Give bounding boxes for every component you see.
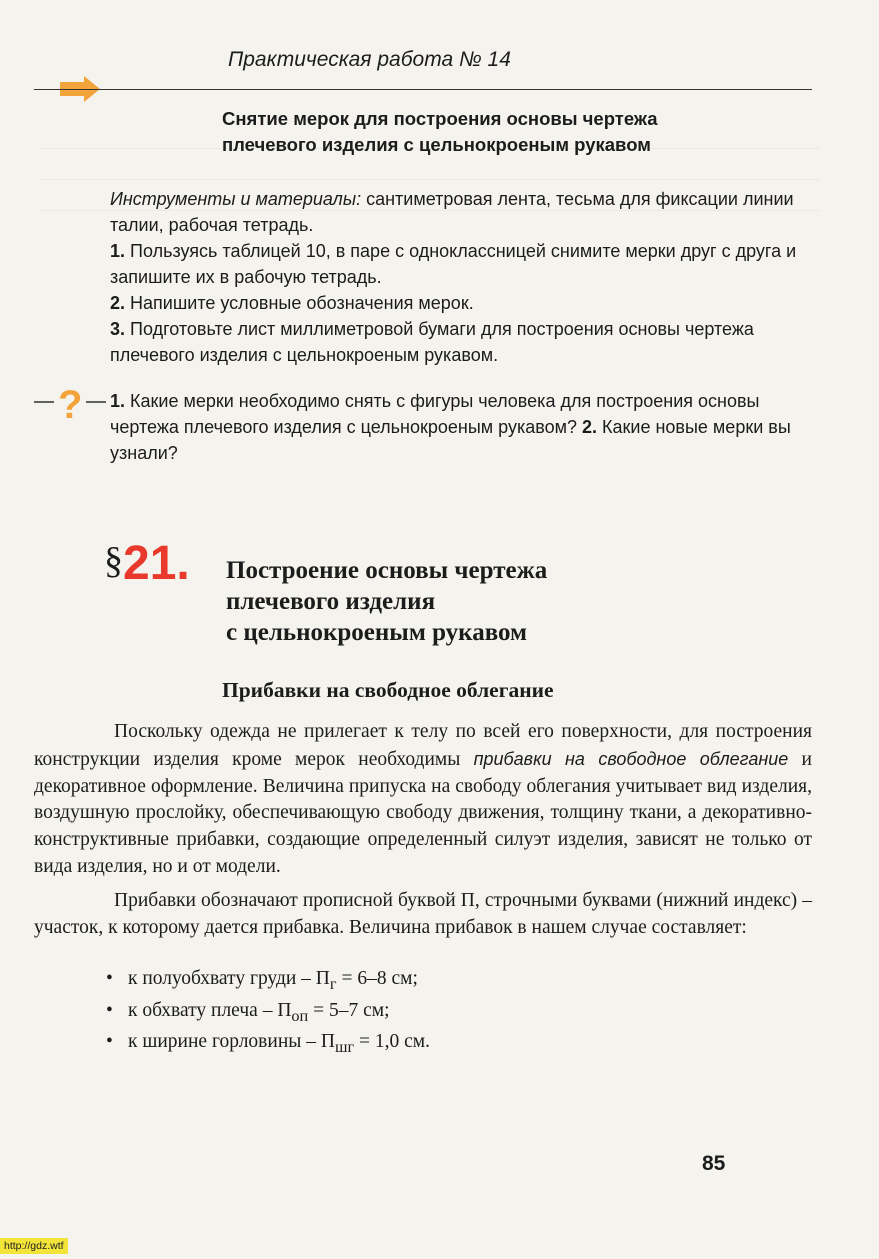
task-number: 3. bbox=[110, 319, 126, 339]
section-title-line: Построение основы чертежа bbox=[226, 557, 548, 584]
list-item bbox=[106, 966, 430, 998]
task-text: Подготовьте лист миллиметровой бумаги для построения основы чертежа плечевого изделия с цельнокроеным рукавом. bbox=[110, 319, 754, 365]
body-paragraph-2 bbox=[34, 888, 812, 942]
task-text: Напишите условные обозначения мерок. bbox=[125, 293, 474, 313]
section-title bbox=[226, 555, 726, 648]
list-item-text: к обхвату плеча – П bbox=[128, 999, 292, 1021]
header-rule bbox=[34, 89, 812, 90]
list-item-text: к полуобхвату груди – П bbox=[128, 968, 330, 989]
section-number: 21. bbox=[123, 537, 190, 590]
section-label bbox=[104, 536, 190, 591]
term-highlight: прибавки на свободное облегание bbox=[473, 748, 789, 769]
task-item bbox=[110, 290, 812, 316]
paragraph-text: Поскольку одежда не прилегает к телу по всей его поверхности, для построения конструкции изделия кроме мерок необходимы bbox=[34, 721, 812, 770]
watermark-link[interactable]: http://gdz.wtf bbox=[0, 1238, 68, 1254]
heading-line-2: плечевого изделия с цельнокроеным рукавом bbox=[222, 134, 651, 155]
allowance-list bbox=[106, 966, 430, 1061]
list-item-subscript: оп bbox=[291, 1006, 309, 1025]
question-number: 2. bbox=[582, 417, 598, 437]
subheading: Прибавки на свободное облегание bbox=[222, 678, 554, 702]
task-text: Пользуясь таблицей 10, в паре с одноклассницей снимите мерки друг с друга и запишите их в рабочую тетрадь. bbox=[110, 241, 797, 287]
materials-lead: Инструменты и материалы: bbox=[110, 189, 362, 209]
materials-text: сантиметровая лента, тесьма для фиксации линии талии, рабочая тетрадь. bbox=[110, 189, 794, 235]
list-item-subscript: шг bbox=[334, 1038, 355, 1057]
list-item-subscript: г bbox=[329, 974, 337, 993]
practical-work-title: Практическая работа № 14 bbox=[228, 48, 511, 71]
practical-work-heading bbox=[222, 106, 782, 158]
list-item-value: = 5–7 см; bbox=[308, 999, 390, 1021]
task-item bbox=[110, 238, 812, 290]
section-sign: § bbox=[104, 540, 123, 582]
question-text: Какие новые мерки вы узнали? bbox=[110, 417, 791, 463]
heading-line-1: Снятие мерок для построения основы чертежа bbox=[222, 108, 658, 129]
task-number: 1. bbox=[110, 241, 126, 261]
task-item bbox=[110, 316, 812, 368]
question-text: Какие мерки необходимо снять с фигуры человека для построения основы чертежа плечевого изделия с цельнокроеным рукавом? bbox=[110, 391, 760, 437]
materials-paragraph bbox=[110, 186, 812, 238]
section-title-line: с цельнокроеным рукавом bbox=[226, 619, 528, 646]
list-item bbox=[106, 998, 430, 1030]
list-item-value: = 6–8 см; bbox=[336, 968, 418, 989]
question-number: 1. bbox=[110, 391, 126, 411]
body-paragraph-1 bbox=[34, 719, 812, 881]
question-mark-icon bbox=[34, 382, 106, 424]
page-number: 85 bbox=[702, 1152, 726, 1175]
list-item-text: к ширине горловины – П bbox=[128, 1031, 335, 1053]
svg-text:?: ? bbox=[58, 383, 83, 424]
paragraph-text: Прибавки обозначают прописной буквой П, строчными буквами (нижний индекс) – участок, к которому дается прибавка. Величина прибавок в нашем случае составляет: bbox=[34, 890, 812, 938]
section-title-line: плечевого изделия bbox=[226, 588, 436, 615]
list-item-value: = 1,0 см. bbox=[354, 1031, 431, 1053]
paragraph-text: и декоративное оформление. Величина припуска на свободу облегания учитывает вид изделия, воздушную прослойку, обеспечивающую свободу движения, толщину ткани, а декоративно-конструктивные прибавки, создающие определенный силуэт изделия, зависят не только от вида изделия, но и от модели. bbox=[34, 748, 812, 877]
list-item bbox=[106, 1029, 430, 1061]
task-number: 2. bbox=[110, 293, 126, 313]
control-questions bbox=[110, 388, 812, 466]
